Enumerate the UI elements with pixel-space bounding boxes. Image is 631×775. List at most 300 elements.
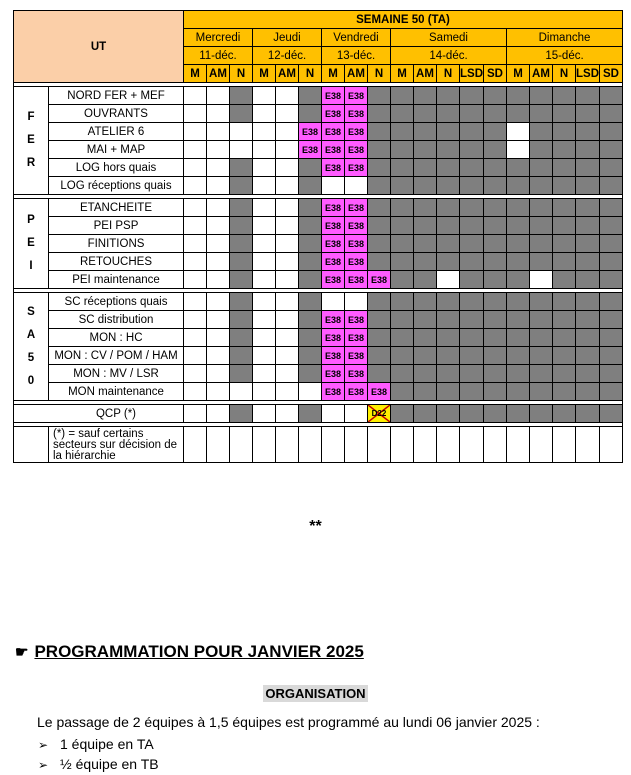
closed-cell bbox=[299, 235, 322, 253]
open-cell bbox=[207, 177, 230, 195]
open-cell bbox=[184, 105, 207, 123]
closed-cell bbox=[414, 253, 437, 271]
group-letter: E bbox=[27, 237, 35, 249]
slot-label: M bbox=[253, 65, 276, 83]
empty-cell bbox=[576, 427, 600, 463]
closed-cell bbox=[391, 87, 414, 105]
table-row bbox=[14, 217, 623, 235]
empty-cell bbox=[437, 427, 460, 463]
e38-cell: E38 bbox=[345, 217, 368, 235]
table-row bbox=[14, 123, 623, 141]
day-name: Jeudi bbox=[253, 29, 322, 47]
schedule-table bbox=[13, 10, 623, 463]
closed-cell bbox=[576, 87, 600, 105]
closed-cell bbox=[530, 87, 553, 105]
closed-cell bbox=[576, 105, 600, 123]
pointing-hand-icon: ☛ bbox=[15, 644, 29, 661]
closed-cell bbox=[230, 217, 253, 235]
closed-cell bbox=[391, 123, 414, 141]
closed-cell bbox=[530, 123, 553, 141]
open-cell bbox=[253, 87, 276, 105]
e38-cell: E38 bbox=[368, 271, 391, 289]
closed-cell bbox=[299, 87, 322, 105]
slot-label: N bbox=[299, 65, 322, 83]
closed-cell bbox=[484, 141, 507, 159]
table-row bbox=[14, 199, 623, 217]
closed-cell bbox=[391, 105, 414, 123]
open-cell bbox=[207, 235, 230, 253]
slot-label: LSD bbox=[460, 65, 484, 83]
closed-cell bbox=[299, 347, 322, 365]
day-date: 14-déc. bbox=[391, 47, 507, 65]
closed-cell bbox=[600, 383, 623, 401]
closed-cell bbox=[530, 405, 553, 423]
open-cell bbox=[184, 141, 207, 159]
closed-cell bbox=[460, 347, 484, 365]
open-cell bbox=[230, 383, 253, 401]
closed-cell bbox=[553, 271, 576, 289]
section-heading bbox=[15, 642, 364, 662]
group-label bbox=[14, 199, 49, 289]
closed-cell bbox=[484, 271, 507, 289]
table-row bbox=[14, 329, 623, 347]
closed-cell bbox=[507, 253, 530, 271]
open-cell bbox=[276, 217, 299, 235]
closed-cell bbox=[530, 253, 553, 271]
closed-cell bbox=[368, 177, 391, 195]
closed-cell bbox=[299, 159, 322, 177]
e38-cell: E38 bbox=[345, 235, 368, 253]
open-cell bbox=[253, 365, 276, 383]
closed-cell bbox=[576, 405, 600, 423]
e38-cell: E38 bbox=[322, 217, 345, 235]
closed-cell bbox=[484, 105, 507, 123]
open-cell bbox=[507, 123, 530, 141]
row-label: SC distribution bbox=[49, 311, 184, 329]
open-cell bbox=[207, 199, 230, 217]
open-cell bbox=[276, 329, 299, 347]
open-cell bbox=[253, 177, 276, 195]
closed-cell bbox=[460, 199, 484, 217]
closed-cell bbox=[530, 311, 553, 329]
group-letter: F bbox=[27, 111, 35, 123]
empty-cell bbox=[184, 427, 207, 463]
table-row bbox=[14, 87, 623, 105]
group-letter: S bbox=[27, 305, 35, 318]
closed-cell bbox=[507, 347, 530, 365]
open-cell bbox=[276, 87, 299, 105]
slot-label: LSD bbox=[576, 65, 600, 83]
closed-cell bbox=[391, 293, 414, 311]
arrow-bullet-icon: ➢ bbox=[38, 758, 49, 772]
e38-cell: E38 bbox=[345, 271, 368, 289]
closed-cell bbox=[553, 365, 576, 383]
closed-cell bbox=[437, 405, 460, 423]
open-cell bbox=[276, 199, 299, 217]
closed-cell bbox=[414, 311, 437, 329]
closed-cell bbox=[414, 271, 437, 289]
closed-cell bbox=[299, 217, 322, 235]
open-cell bbox=[253, 235, 276, 253]
closed-cell bbox=[414, 123, 437, 141]
open-cell bbox=[253, 329, 276, 347]
group-letter: I bbox=[29, 260, 33, 272]
closed-cell bbox=[484, 159, 507, 177]
e38-cell: E38 bbox=[322, 253, 345, 271]
closed-cell bbox=[368, 199, 391, 217]
open-cell bbox=[507, 141, 530, 159]
row-label: FINITIONS bbox=[49, 235, 184, 253]
empty-cell bbox=[230, 427, 253, 463]
open-cell bbox=[207, 87, 230, 105]
day-name: Samedi bbox=[391, 29, 507, 47]
footnote-spacer bbox=[14, 427, 49, 463]
open-cell bbox=[184, 235, 207, 253]
closed-cell bbox=[368, 141, 391, 159]
open-cell bbox=[276, 141, 299, 159]
table-row bbox=[14, 383, 623, 401]
empty-cell bbox=[276, 427, 299, 463]
slot-label: N bbox=[437, 65, 460, 83]
closed-cell bbox=[576, 383, 600, 401]
organisation-paragraph: Le passage de 2 équipes à 1,5 équipes est programmé au lundi 06 janvier 2025 : bbox=[37, 714, 540, 730]
day-name: Mercredi bbox=[184, 29, 253, 47]
row-label: MON : CV / POM / HAM bbox=[49, 347, 184, 365]
day-date: 15-déc. bbox=[507, 47, 623, 65]
open-cell bbox=[207, 105, 230, 123]
e38-cell: E38 bbox=[322, 383, 345, 401]
closed-cell bbox=[437, 217, 460, 235]
closed-cell bbox=[507, 405, 530, 423]
unit-label: UT bbox=[14, 11, 184, 83]
e38-cell: E38 bbox=[299, 123, 322, 141]
open-cell bbox=[184, 311, 207, 329]
closed-cell bbox=[507, 271, 530, 289]
closed-cell bbox=[600, 253, 623, 271]
closed-cell bbox=[507, 105, 530, 123]
open-cell bbox=[207, 271, 230, 289]
closed-cell bbox=[437, 365, 460, 383]
open-cell bbox=[253, 311, 276, 329]
closed-cell bbox=[437, 177, 460, 195]
closed-cell bbox=[460, 293, 484, 311]
closed-cell bbox=[530, 383, 553, 401]
open-cell bbox=[253, 159, 276, 177]
closed-cell bbox=[530, 217, 553, 235]
closed-cell bbox=[437, 141, 460, 159]
closed-cell bbox=[553, 235, 576, 253]
closed-cell bbox=[600, 293, 623, 311]
closed-cell bbox=[368, 235, 391, 253]
open-cell bbox=[184, 271, 207, 289]
e38-cell: E38 bbox=[322, 87, 345, 105]
open-cell bbox=[184, 383, 207, 401]
closed-cell bbox=[460, 383, 484, 401]
closed-cell bbox=[391, 217, 414, 235]
e38-cell: E38 bbox=[322, 365, 345, 383]
day-date: 12-déc. bbox=[253, 47, 322, 65]
open-cell bbox=[207, 383, 230, 401]
closed-cell bbox=[576, 271, 600, 289]
closed-cell bbox=[437, 347, 460, 365]
e38-cell: E38 bbox=[322, 105, 345, 123]
closed-cell bbox=[553, 311, 576, 329]
closed-cell bbox=[460, 311, 484, 329]
open-cell bbox=[322, 177, 345, 195]
closed-cell bbox=[299, 271, 322, 289]
e38-cell: E38 bbox=[345, 105, 368, 123]
slot-label: N bbox=[230, 65, 253, 83]
e38-cell: E38 bbox=[322, 235, 345, 253]
closed-cell bbox=[368, 159, 391, 177]
open-cell bbox=[184, 365, 207, 383]
e38-cell: E38 bbox=[322, 311, 345, 329]
empty-cell bbox=[600, 427, 623, 463]
closed-cell bbox=[507, 235, 530, 253]
closed-cell bbox=[484, 87, 507, 105]
closed-cell bbox=[391, 329, 414, 347]
closed-cell bbox=[437, 87, 460, 105]
closed-cell bbox=[391, 347, 414, 365]
empty-cell bbox=[299, 427, 322, 463]
e38-cell: E38 bbox=[322, 141, 345, 159]
e38-cell: E38 bbox=[322, 159, 345, 177]
closed-cell bbox=[368, 293, 391, 311]
closed-cell bbox=[414, 159, 437, 177]
closed-cell bbox=[484, 253, 507, 271]
closed-cell bbox=[530, 159, 553, 177]
closed-cell bbox=[576, 235, 600, 253]
open-cell bbox=[253, 105, 276, 123]
closed-cell bbox=[368, 123, 391, 141]
open-cell bbox=[276, 253, 299, 271]
closed-cell bbox=[414, 105, 437, 123]
closed-cell bbox=[414, 293, 437, 311]
open-cell bbox=[322, 405, 345, 423]
closed-cell bbox=[600, 141, 623, 159]
closed-cell bbox=[299, 329, 322, 347]
open-cell bbox=[184, 293, 207, 311]
e38-cell: E38 bbox=[345, 365, 368, 383]
closed-cell bbox=[507, 329, 530, 347]
row-label: SC réceptions quais bbox=[49, 293, 184, 311]
closed-cell bbox=[507, 383, 530, 401]
open-cell bbox=[276, 347, 299, 365]
closed-cell bbox=[553, 253, 576, 271]
e38-cell: E38 bbox=[345, 383, 368, 401]
group-letter: 5 bbox=[27, 351, 35, 364]
closed-cell bbox=[576, 159, 600, 177]
row-label: NORD FER + MEF bbox=[49, 87, 184, 105]
closed-cell bbox=[600, 217, 623, 235]
group-letter: P bbox=[27, 214, 35, 226]
slot-label: AM bbox=[276, 65, 299, 83]
table-row bbox=[14, 365, 623, 383]
closed-cell bbox=[230, 405, 253, 423]
table-row bbox=[14, 253, 623, 271]
open-cell bbox=[207, 365, 230, 383]
open-cell bbox=[437, 271, 460, 289]
closed-cell bbox=[391, 405, 414, 423]
closed-cell bbox=[230, 329, 253, 347]
closed-cell bbox=[437, 105, 460, 123]
group-letter: R bbox=[26, 157, 36, 169]
closed-cell bbox=[576, 347, 600, 365]
day-name: Vendredi bbox=[322, 29, 391, 47]
e38-cell: E38 bbox=[345, 159, 368, 177]
footnote-row bbox=[14, 427, 623, 463]
closed-cell bbox=[530, 199, 553, 217]
open-cell bbox=[184, 177, 207, 195]
e38-cell: E38 bbox=[322, 347, 345, 365]
group-label bbox=[14, 293, 49, 401]
closed-cell bbox=[484, 123, 507, 141]
closed-cell bbox=[507, 293, 530, 311]
closed-cell bbox=[600, 347, 623, 365]
empty-cell bbox=[345, 427, 368, 463]
slot-label: M bbox=[507, 65, 530, 83]
closed-cell bbox=[484, 293, 507, 311]
closed-cell bbox=[299, 253, 322, 271]
open-cell bbox=[184, 347, 207, 365]
closed-cell bbox=[460, 271, 484, 289]
closed-cell bbox=[391, 141, 414, 159]
group-letter: A bbox=[26, 328, 36, 341]
closed-cell bbox=[414, 235, 437, 253]
closed-cell bbox=[368, 217, 391, 235]
closed-cell bbox=[460, 253, 484, 271]
closed-cell bbox=[530, 347, 553, 365]
closed-cell bbox=[437, 329, 460, 347]
closed-cell bbox=[391, 383, 414, 401]
closed-cell bbox=[299, 199, 322, 217]
closed-cell bbox=[600, 105, 623, 123]
e38-cell: E38 bbox=[345, 199, 368, 217]
closed-cell bbox=[530, 365, 553, 383]
closed-cell bbox=[553, 87, 576, 105]
closed-cell bbox=[414, 347, 437, 365]
closed-cell bbox=[507, 87, 530, 105]
row-label: MON : MV / LSR bbox=[49, 365, 184, 383]
week-title: SEMAINE 50 (TA) bbox=[184, 11, 623, 29]
open-cell bbox=[184, 217, 207, 235]
closed-cell bbox=[530, 293, 553, 311]
closed-cell bbox=[230, 159, 253, 177]
e38-cell: E38 bbox=[299, 141, 322, 159]
row-label: PEI maintenance bbox=[49, 271, 184, 289]
closed-cell bbox=[600, 271, 623, 289]
closed-cell bbox=[299, 177, 322, 195]
closed-cell bbox=[530, 141, 553, 159]
closed-cell bbox=[391, 199, 414, 217]
closed-cell bbox=[299, 293, 322, 311]
open-cell bbox=[184, 253, 207, 271]
closed-cell bbox=[460, 141, 484, 159]
closed-cell bbox=[414, 383, 437, 401]
closed-cell bbox=[391, 271, 414, 289]
closed-cell bbox=[230, 365, 253, 383]
table-row bbox=[14, 141, 623, 159]
closed-cell bbox=[530, 235, 553, 253]
row-label: ETANCHEITE bbox=[49, 199, 184, 217]
closed-cell bbox=[484, 311, 507, 329]
open-cell bbox=[207, 347, 230, 365]
list-item bbox=[38, 754, 159, 774]
closed-cell bbox=[437, 159, 460, 177]
closed-cell bbox=[414, 365, 437, 383]
empty-cell bbox=[414, 427, 437, 463]
organisation-subtitle bbox=[0, 685, 631, 703]
closed-cell bbox=[460, 235, 484, 253]
open-cell bbox=[276, 123, 299, 141]
empty-cell bbox=[507, 427, 530, 463]
closed-cell bbox=[600, 405, 623, 423]
closed-cell bbox=[507, 199, 530, 217]
slot-label: N bbox=[553, 65, 576, 83]
slot-label: N bbox=[368, 65, 391, 83]
e38-cell: E38 bbox=[322, 271, 345, 289]
section-title: PROGRAMMATION POUR JANVIER 2025 bbox=[34, 642, 364, 661]
open-cell bbox=[253, 293, 276, 311]
closed-cell bbox=[553, 347, 576, 365]
closed-cell bbox=[299, 405, 322, 423]
e38-cell: E38 bbox=[345, 329, 368, 347]
closed-cell bbox=[460, 87, 484, 105]
section-separator: ** bbox=[309, 518, 322, 535]
open-cell bbox=[322, 293, 345, 311]
qcp-row bbox=[14, 405, 623, 423]
open-cell bbox=[276, 383, 299, 401]
row-label: ATELIER 6 bbox=[49, 123, 184, 141]
row-label: RETOUCHES bbox=[49, 253, 184, 271]
open-cell bbox=[253, 347, 276, 365]
closed-cell bbox=[414, 177, 437, 195]
group-letter: E bbox=[27, 134, 35, 146]
open-cell bbox=[184, 159, 207, 177]
open-cell bbox=[253, 141, 276, 159]
open-cell bbox=[184, 199, 207, 217]
table-row bbox=[14, 177, 623, 195]
e38-cell: E38 bbox=[345, 253, 368, 271]
closed-cell bbox=[391, 235, 414, 253]
row-label: MON maintenance bbox=[49, 383, 184, 401]
open-cell bbox=[345, 405, 368, 423]
closed-cell bbox=[437, 235, 460, 253]
closed-cell bbox=[460, 217, 484, 235]
table-row bbox=[14, 159, 623, 177]
bullet-list bbox=[38, 734, 159, 774]
closed-cell bbox=[414, 141, 437, 159]
closed-cell bbox=[576, 293, 600, 311]
header-row bbox=[14, 11, 623, 29]
table-row bbox=[14, 347, 623, 365]
row-label: MAI + MAP bbox=[49, 141, 184, 159]
e38-cell: E38 bbox=[345, 347, 368, 365]
row-label: LOG hors quais bbox=[49, 159, 184, 177]
closed-cell bbox=[299, 105, 322, 123]
empty-cell bbox=[253, 427, 276, 463]
open-cell bbox=[276, 365, 299, 383]
bullet-text: 1 équipe en TA bbox=[60, 736, 154, 752]
empty-cell bbox=[460, 427, 484, 463]
open-cell bbox=[530, 271, 553, 289]
closed-cell bbox=[484, 217, 507, 235]
closed-cell bbox=[507, 177, 530, 195]
organisation-label: ORGANISATION bbox=[265, 686, 366, 701]
closed-cell bbox=[576, 311, 600, 329]
closed-cell bbox=[484, 235, 507, 253]
closed-cell bbox=[484, 329, 507, 347]
